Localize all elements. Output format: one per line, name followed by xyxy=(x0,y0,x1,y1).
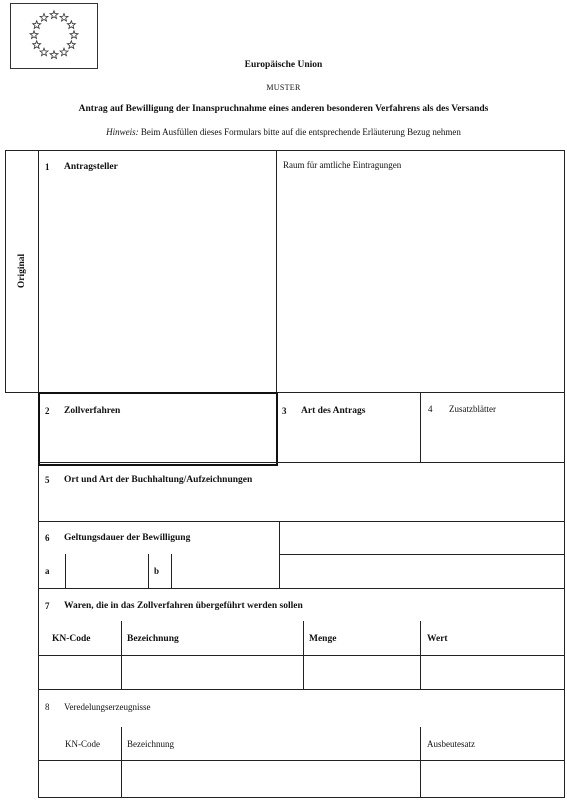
field-6-number: 6 xyxy=(45,533,50,543)
field-4-number: 4 xyxy=(428,404,433,414)
field-8-number: 8 xyxy=(45,702,50,712)
field-5-number: 5 xyxy=(45,475,50,485)
flag-star-icon xyxy=(67,41,75,49)
flag-star-icon xyxy=(70,31,78,39)
flag-star-icon xyxy=(33,41,41,49)
eu-stars-icon xyxy=(11,4,97,68)
field-7-label: Waren, die in das Zollverfahren übergeführt werden sollen xyxy=(64,601,303,611)
field-7-number: 7 xyxy=(45,601,50,611)
flag-star-icon xyxy=(33,21,41,29)
f8-col-bezeichnung: Bezeichnung xyxy=(127,739,174,749)
flag-star-icon xyxy=(40,48,48,56)
f7-col-kn-code: KN-Code xyxy=(52,634,91,644)
hint-label: Hinweis: xyxy=(106,127,139,137)
f7-col-bezeichnung: Bezeichnung xyxy=(127,634,179,644)
union-title: Europäische Union xyxy=(244,60,323,70)
field-2-number: 2 xyxy=(45,406,50,416)
official-entries-label: Raum für amtliche Eintragungen xyxy=(283,160,402,170)
copy-label: Original xyxy=(16,253,27,289)
field-6a-label: a xyxy=(45,566,50,576)
field-8-label: Veredelungserzeugnisse xyxy=(64,702,151,712)
field-1-number: 1 xyxy=(45,162,50,172)
flag-star-icon xyxy=(60,48,68,56)
flag-star-icon xyxy=(50,11,58,19)
field-4-label: Zusatzblätter xyxy=(449,404,496,414)
flag-star-icon xyxy=(50,51,58,59)
field-5-label: Ort und Art der Buchhaltung/Aufzeichnungen xyxy=(64,475,253,485)
field-2-box[interactable] xyxy=(38,392,278,466)
field-3-label: Art des Antrags xyxy=(301,406,366,416)
form-title: Antrag auf Bewilligung der Inanspruchnahme eines anderen besonderen Verfahrens als des Versands xyxy=(78,104,489,114)
flag-star-icon xyxy=(30,31,38,39)
flag-star-icon xyxy=(60,13,68,21)
field-6b-label: b xyxy=(154,566,160,576)
f8-col-ausbeutesatz: Ausbeutesatz xyxy=(427,739,475,749)
field-1-label: Antragsteller xyxy=(64,162,118,172)
field-2-label: Zollverfahren xyxy=(64,406,121,416)
flag-star-icon xyxy=(67,21,75,29)
form-hint xyxy=(0,127,567,137)
muster-label: MUSTER xyxy=(266,83,301,92)
applicant-input-area[interactable] xyxy=(39,178,275,390)
f7-col-wert: Wert xyxy=(427,634,448,644)
f7-col-menge: Menge xyxy=(309,634,337,644)
hint-text: Beim Ausfüllen dieses Formulars bitte auf die entsprechende Erläuterung Bezug nehmen xyxy=(138,127,461,137)
field-3-number: 3 xyxy=(282,406,287,416)
f8-col-kn-code: KN-Code xyxy=(65,739,100,749)
flag-star-icon xyxy=(40,13,48,21)
field-6-label: Geltungsdauer der Bewilligung xyxy=(64,533,191,543)
